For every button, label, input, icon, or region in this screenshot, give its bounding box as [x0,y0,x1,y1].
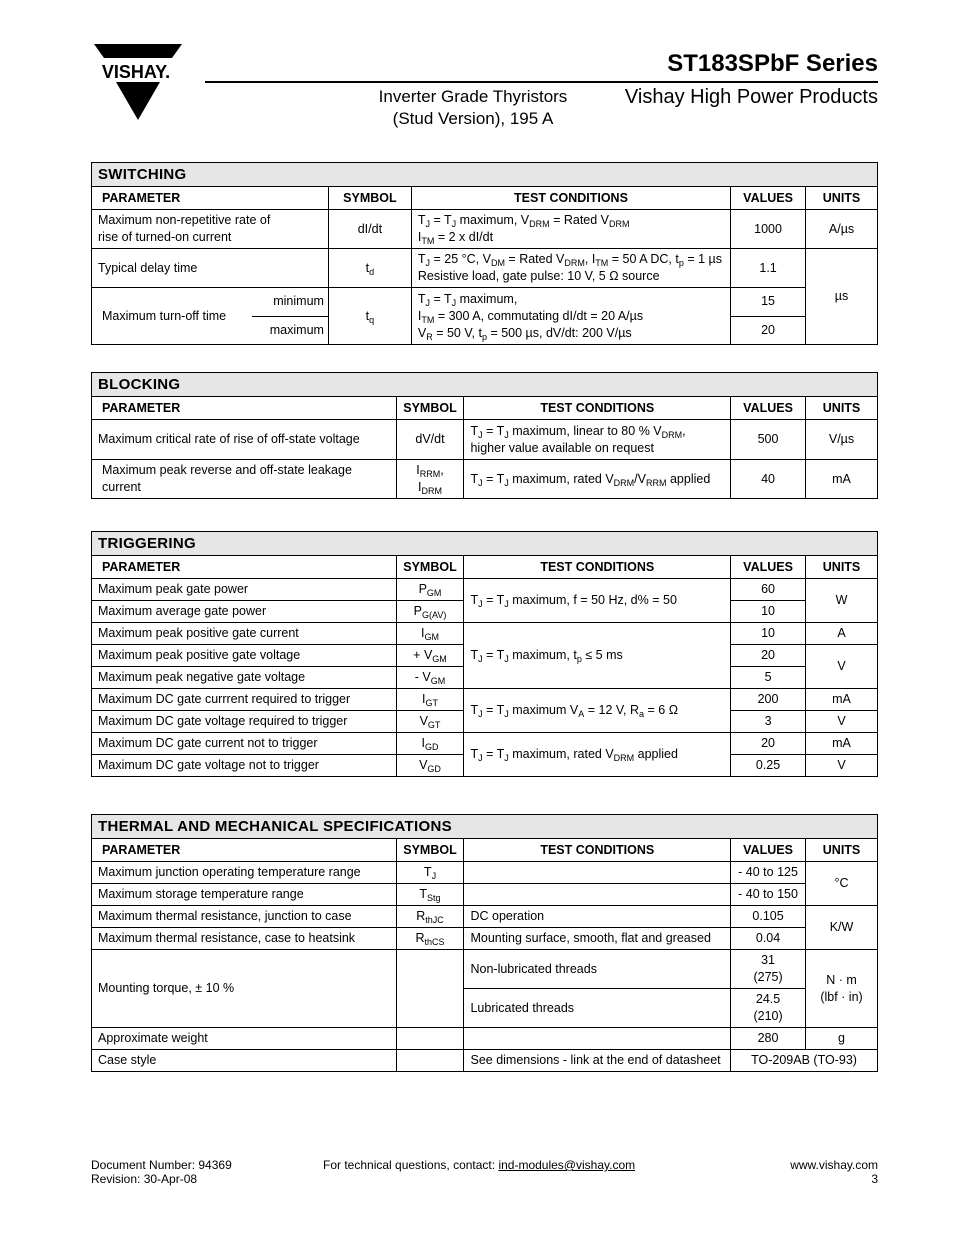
switching-table [91,162,878,345]
unit-cell: K/W [806,906,878,950]
param-cell: Maximum thermal resistance, case to heatsink [92,928,397,950]
value-cell: 15 [731,288,806,317]
condition-cell: $T_J = T_J$ maximum, linear to 80 % $V_{DRM}$, higher value available on request [464,420,731,460]
symbol-cell: $I_{GT}$ [396,689,464,711]
value-cell: 280 [731,1028,806,1050]
col-symbol: SYMBOL [396,839,464,862]
condition-cell [464,884,731,906]
col-parameter: PARAMETER [92,397,397,420]
col-parameter: PARAMETER [92,839,397,862]
website-link[interactable]: www.vishay.com [790,1158,878,1172]
col-test-conditions: TEST CONDITIONS [464,839,731,862]
symbol-cell [396,950,464,1028]
col-symbol: SYMBOL [396,397,464,420]
thermal-table [91,814,878,1072]
condition-cell: $T_J = T_J$ maximum, rated $V_{DRM}$ applied [464,733,731,777]
symbol-cell: $R_{thCS}$ [396,928,464,950]
col-symbol: SYMBOL [396,556,464,579]
param-cell: Typical delay time [92,249,329,288]
condition-cell: $T_J = T_J$ maximum, rated $V_{DRM}/V_{RRM}$ applied [464,460,731,499]
condition-cell: $T_J = T_J$ maximum $V_A = 12$ V, $R_a = 6$ Ω [464,689,731,733]
product-subtitle: Inverter Grade Thyristors (Stud Version), 195 A [378,87,568,128]
symbol-cell: dI/dt [328,210,411,249]
symbol-cell: $P_{GM}$ [396,579,464,601]
param-cell: Maximum average gate power [92,601,397,623]
symbol-cell: $T_J$ [396,862,464,884]
symbol-cell: $I_{GD}$ [396,733,464,755]
footer-doc-info [91,1158,232,1186]
thermal-title: THERMAL AND MECHANICAL SPECIFICATIONS [92,815,878,839]
symbol-cell: $t_d$ [328,249,411,288]
svg-text:VISHAY.: VISHAY. [101,62,171,82]
value-cell: 0.105 [731,906,806,928]
col-values: VALUES [731,556,806,579]
condition-cell: Mounting surface, smooth, flat and greased [464,928,731,950]
value-cell: - 40 to 125 [731,862,806,884]
value-cell: 20 [731,645,806,667]
col-units: UNITS [806,397,878,420]
value-cell: 1.1 [731,249,806,288]
param-cell: Maximum peak reverse and off-state leakage current [92,460,397,499]
param-cell: Maximum DC gate current not to trigger [92,733,397,755]
param-cell: Maximum peak positive gate voltage [92,645,397,667]
symbol-cell: $P_{G(AV)}$ [396,601,464,623]
condition-cell [464,862,731,884]
value-cell: 20 [731,733,806,755]
param-cell: Maximum thermal resistance, junction to case [92,906,397,928]
param-cell: Maximum critical rate of rise of off-state voltage [92,420,397,460]
col-test-conditions: TEST CONDITIONS [464,397,731,420]
condition-cell: Lubricated threads [464,989,731,1028]
col-values: VALUES [731,187,806,210]
param-cell: Maximum peak positive gate current [92,623,397,645]
col-test-conditions: TEST CONDITIONS [411,187,730,210]
param-cell: Maximum DC gate currrent required to trigger [92,689,397,711]
value-cell: 10 [731,601,806,623]
unit-cell: mA [806,460,878,499]
condition-cell: $T_J = T_J$ maximum, $t_p \le 5$ ms [464,623,731,689]
symbol-cell: $V_{GD}$ [396,755,464,777]
value-cell: 0.25 [731,755,806,777]
param-cell: Maximum peak negative gate voltage [92,667,397,689]
unit-cell: mA [806,689,878,711]
param-cell: Maximum turn-off time minimum maximum [92,288,329,345]
param-cell: Maximum peak gate power [92,579,397,601]
symbol-cell: - $V_{GM}$ [396,667,464,689]
unit-cell: N · m (lbf · in) [806,950,878,1028]
header-rule [205,81,878,83]
brand-line: Vishay High Power Products [624,86,878,108]
unit-cell: g [806,1028,878,1050]
param-cell: Mounting torque, ± 10 % [92,950,397,1028]
value-cell: 200 [731,689,806,711]
param-cell: Maximum DC gate voltage required to trigger [92,711,397,733]
col-parameter: PARAMETER [92,556,397,579]
condition-cell: $T_J = T_J$ maximum, $I_{TM} = 300$ A, commutating dI/dt = 20 A/µs $V_R = 50$ V, $t_p = 500$ µs, dV/dt: 200 V/µs [411,288,730,345]
col-units: UNITS [806,839,878,862]
col-test-conditions: TEST CONDITIONS [464,556,731,579]
switching-title: SWITCHING [92,163,878,187]
symbol-cell [396,1028,464,1050]
col-units: UNITS [806,556,878,579]
value-cell: 10 [731,623,806,645]
doc-number: Document Number: 94369 [91,1158,232,1172]
value-cell: 20 [731,316,806,345]
symbol-cell: $I_{RRM}$, $I_{DRM}$ [396,460,464,499]
value-cell: TO-209AB (TO-93) [731,1050,878,1072]
value-cell: 60 [731,579,806,601]
symbol-cell: $I_{GM}$ [396,623,464,645]
unit-cell: V [806,755,878,777]
condition-cell: DC operation [464,906,731,928]
footer-contact: For technical questions, contact: ind-modules@vishay.com [323,1158,636,1172]
col-units: UNITS [806,187,878,210]
condition-cell: $T_J = 25$ °C, $V_{DM}$ = Rated $V_{DRM}$, $I_{TM} = 50$ A DC, $t_p = 1$ µs Resistive load, gate pulse: 10 V, 5 Ω source [411,249,730,288]
symbol-cell: $t_q$ [328,288,411,345]
condition-cell: See dimensions - link at the end of datasheet [464,1050,731,1072]
symbol-cell: $V_{GT}$ [396,711,464,733]
symbol-cell: + $V_{GM}$ [396,645,464,667]
unit-cell: A [806,623,878,645]
unit-cell: mA [806,733,878,755]
contact-email-link[interactable]: ind-modules@vishay.com [498,1158,636,1172]
unit-cell: µs [806,249,878,345]
value-cell: 40 [731,460,806,499]
vishay-logo [88,44,184,120]
value-cell: 0.04 [731,928,806,950]
param-cell: Maximum junction operating temperature range [92,862,397,884]
col-parameter: PARAMETER [92,187,329,210]
value-cell: 5 [731,667,806,689]
blocking-table [91,372,878,499]
param-cell: Approximate weight [92,1028,397,1050]
param-cell: Maximum storage temperature range [92,884,397,906]
revision: Revision: 30-Apr-08 [91,1172,198,1186]
value-cell: 24.5 (210) [731,989,806,1028]
unit-cell: A/µs [806,210,878,249]
unit-cell: W [806,579,878,623]
param-cell: Case style [92,1050,397,1072]
col-values: VALUES [731,839,806,862]
triggering-title: TRIGGERING [92,532,878,556]
symbol-cell [396,1050,464,1072]
symbol-cell: dV/dt [396,420,464,460]
symbol-cell: $R_{thJC}$ [396,906,464,928]
symbol-cell: $T_{Stg}$ [396,884,464,906]
col-symbol: SYMBOL [328,187,411,210]
value-cell: 1000 [731,210,806,249]
value-cell: 31 (275) [731,950,806,989]
page-number: 3 [871,1172,878,1186]
unit-cell: V/µs [806,420,878,460]
triggering-table [91,531,878,777]
unit-cell: V [806,645,878,689]
footer-site [790,1158,878,1186]
col-values: VALUES [731,397,806,420]
condition-cell: Non-lubricated threads [464,950,731,989]
value-cell: - 40 to 150 [731,884,806,906]
unit-cell: °C [806,862,878,906]
value-cell: 500 [731,420,806,460]
param-cell: Maximum non-repetitive rate of rise of turned-on current [92,210,329,249]
series-title: ST183SPbF Series [667,50,878,77]
value-cell: 3 [731,711,806,733]
param-cell: Maximum DC gate voltage not to trigger [92,755,397,777]
blocking-title: BLOCKING [92,373,878,397]
condition-cell [464,1028,731,1050]
condition-cell: $T_J = T_J$ maximum, $V_{DRM}$ = Rated $V_{DRM}$ $I_{TM} = 2$ x dI/dt [411,210,730,249]
unit-cell: V [806,711,878,733]
condition-cell: $T_J = T_J$ maximum, f = 50 Hz, d% = 50 [464,579,731,623]
